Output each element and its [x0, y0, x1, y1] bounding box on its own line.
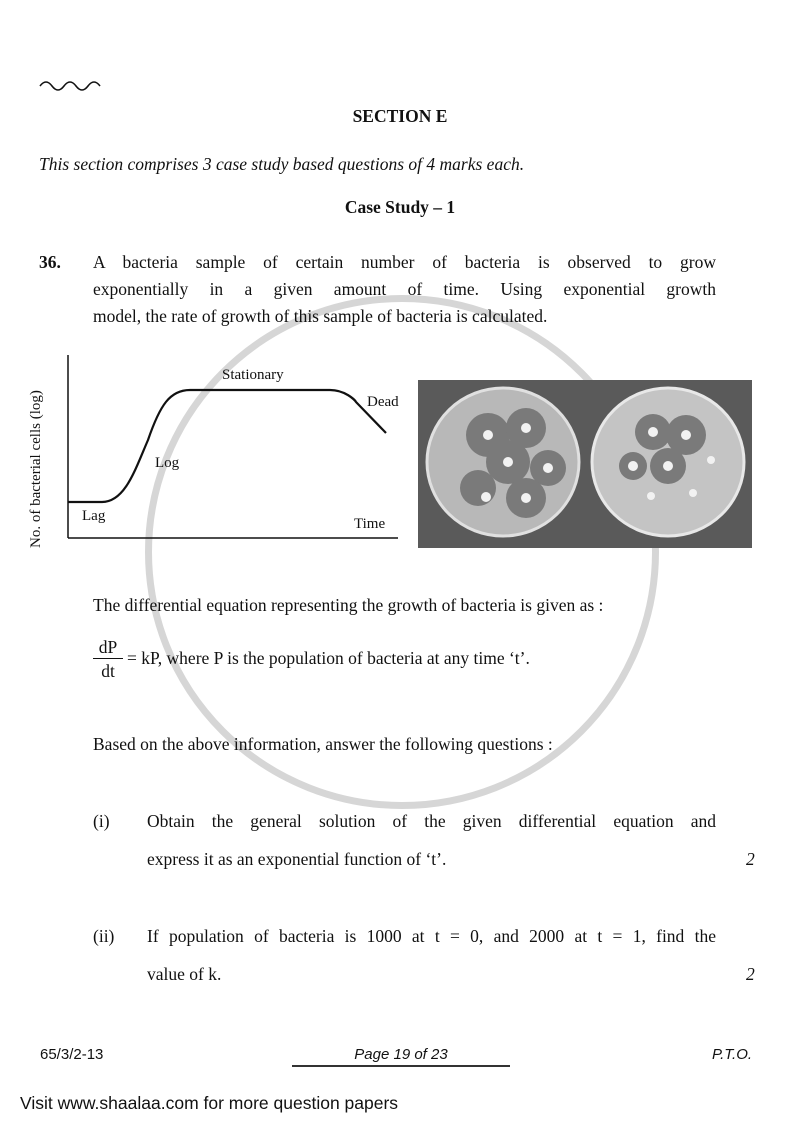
de-intro: The differential equation representing the growth of bacteria is given as :: [93, 595, 604, 615]
phase-label-dead: Dead: [367, 394, 399, 410]
fraction-bar: [93, 658, 123, 659]
based-on-text: Based on the above information, answer the following questions :: [93, 734, 553, 754]
section-title: SECTION E: [352, 106, 448, 126]
page-number: Page 19 of 23: [292, 1046, 510, 1067]
part-text: value of k.: [147, 964, 222, 984]
phase-label-log: Log: [155, 455, 180, 471]
visit-link[interactable]: Visit www.shaalaa.com for more question papers: [20, 1093, 399, 1113]
case-study-title: Case Study – 1: [344, 197, 456, 217]
part-marks: 2: [746, 964, 755, 984]
growth-curve: [68, 390, 386, 502]
pto-label: P.T.O.: [712, 1046, 753, 1063]
phase-label-lag: Lag: [82, 508, 106, 524]
part-text: If population of bacteria is 1000 at t = 0, and 2000 at t = 1, find the: [147, 926, 716, 946]
petri-dish-photo: [418, 380, 752, 548]
paper-code: 65/3/2-13: [40, 1046, 104, 1063]
part-label: (ii): [93, 926, 115, 946]
question-line: model, the rate of growth of this sample of bacteria is calculated.: [93, 306, 548, 326]
graph-y-label: No. of bacterial cells (log): [28, 390, 44, 548]
part-label: (i): [93, 811, 110, 831]
part-text: Obtain the general solution of the given differential equation and: [147, 811, 716, 831]
part-text: express it as an exponential function of ‘t’.: [147, 849, 447, 869]
question-line: exponentially in a given amount of time. Using exponential growth: [93, 279, 716, 299]
part-marks: 2: [746, 849, 755, 869]
fraction-numerator: dP: [98, 637, 118, 657]
fraction-denominator: dt: [101, 661, 115, 681]
question-number: 36.: [39, 252, 61, 272]
graph-x-label: Time: [354, 516, 386, 532]
question-line: A bacteria sample of certain number of bacteria is observed to grow: [93, 252, 716, 272]
equation-text: = kP, where P is the population of bacteria at any time ‘t’.: [127, 648, 530, 668]
phase-label-stationary: Stationary: [222, 367, 284, 383]
tilde-mark-icon: [38, 76, 104, 92]
section-intro: This section comprises 3 case study based questions of 4 marks each.: [39, 154, 525, 174]
